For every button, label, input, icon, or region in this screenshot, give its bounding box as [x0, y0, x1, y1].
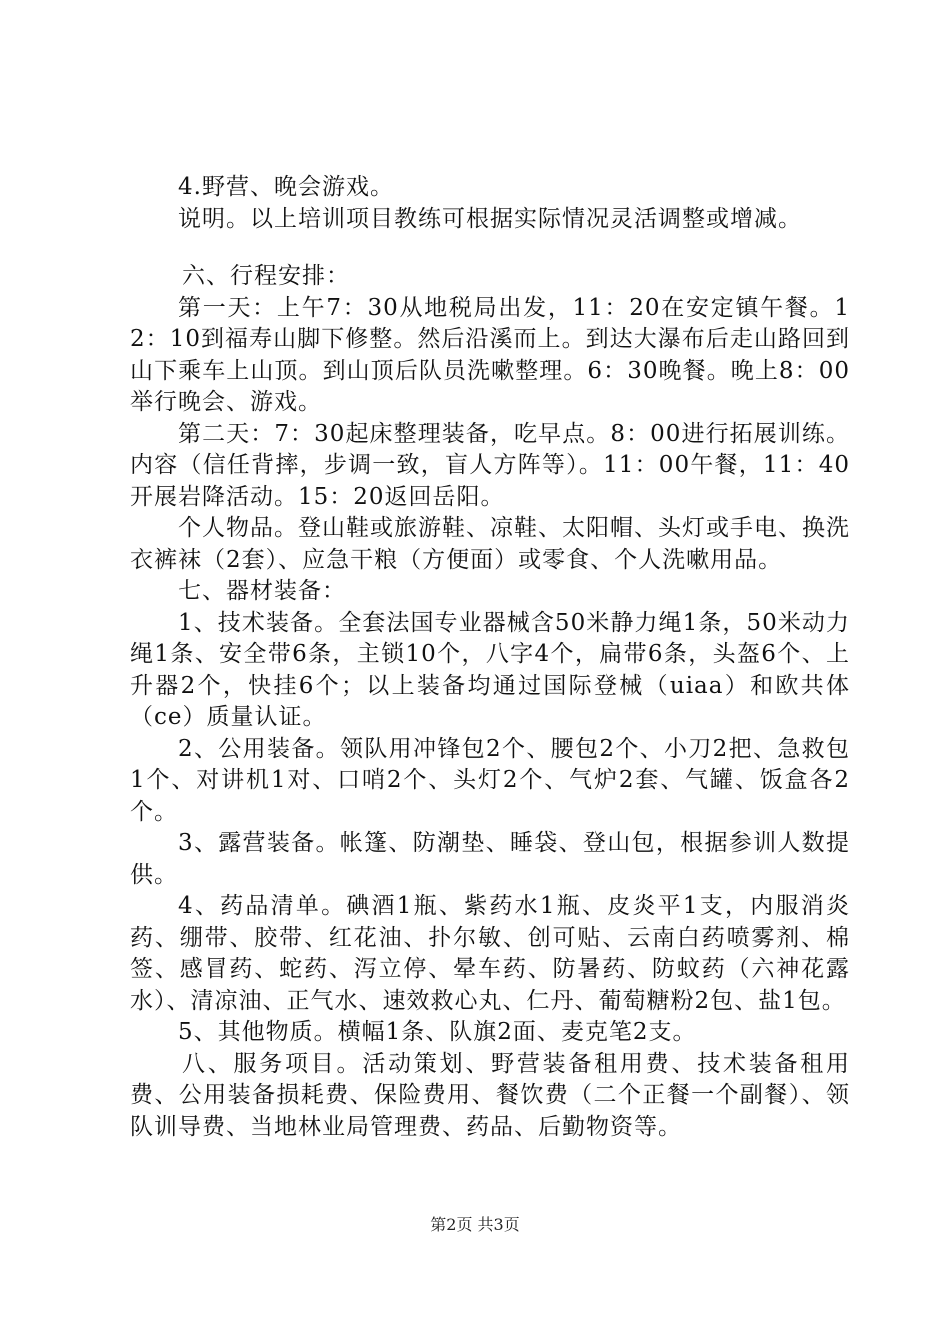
- paragraph-technical-equipment: 1、技术装备。全套法国专业器械含50米静力绳1条，50米动力绳1条、安全带6条，主锁10个，八字4个，扁带6条，头盔6个、上升器2个，快挂6个；以上装备均通过国际登械（uiaa）和欧共体（ce）质量认证。: [130, 609, 850, 730]
- paragraph-medicine-list: 4、药品清单。碘酒1瓶、紫药水1瓶、皮炎平1支，内服消炎药、绷带、胶带、红花油、扑尔敏、创可贴、云南白药喷雾剂、棉签、感冒药、蛇药、泻立停、晕车药、防暑药、防蚊药（六神花露水）、清凉油、正气水、速效救心丸、仁丹、葡萄糖粉2包、盐1包。: [130, 893, 850, 1014]
- paragraph-camping-equipment: 3、露营装备。帐篷、防潮垫、睡袋、登山包，根据参训人数提供。: [130, 830, 850, 888]
- document-body: [130, 172, 850, 1143]
- section-heading-schedule: 六、行程安排：: [182, 263, 350, 289]
- paragraph-note: 说明。以上培训项目教练可根据实际情况灵活调整或增减。: [178, 205, 802, 232]
- paragraph-day-one: 第一天：上午7：30从地税局出发，11：20在安定镇午餐。12：10到福寿山脚下修整。然后沿溪而上。到达大瀑布后走山路回到山下乘车上山顶。到山顶后队员洗嗽整理。6：30晚餐。晚上8：00举行晚会、游戏。: [130, 294, 850, 415]
- section-heading-equipment: 七、器材装备：: [178, 578, 346, 604]
- page-number-footer: 第2页 共3页: [430, 1215, 520, 1234]
- paragraph-personal-items: 个人物品。登山鞋或旅游鞋、凉鞋、太阳帽、头灯或手电、换洗衣裤袜（2套）、应急干粮（方便面）或零食、个人洗嗽用品。: [130, 515, 850, 573]
- spacer: [130, 235, 850, 261]
- paragraph-public-equipment: 2、公用装备。领队用冲锋包2个、腰包2个、小刀2把、急救包1个、对讲机1对、口哨2个、头灯2个、气炉2套、气罐、饭盒各2个。: [130, 735, 850, 825]
- paragraph-camping-games: 4.野营、晚会游戏。: [178, 174, 394, 200]
- paragraph-other-materials: 5、其他物质。横幅1条、队旗2面、麦克笔2支。: [178, 1019, 697, 1045]
- paragraph-service-items: 八、服务项目。活动策划、野营装备租用费、技术装备租用费、公用装备损耗费、保险费用、餐饮费（二个正餐一个副餐）、领队训导费、当地林业局管理费、药品、后勤物资等。: [130, 1050, 850, 1140]
- paragraph-day-two: 第二天：7：30起床整理装备，吃早点。8：00进行拓展训练。内容（信任背摔，步调一致，盲人方阵等）。11：00午餐，11：40开展岩降活动。15：20返回岳阳。: [130, 420, 850, 510]
